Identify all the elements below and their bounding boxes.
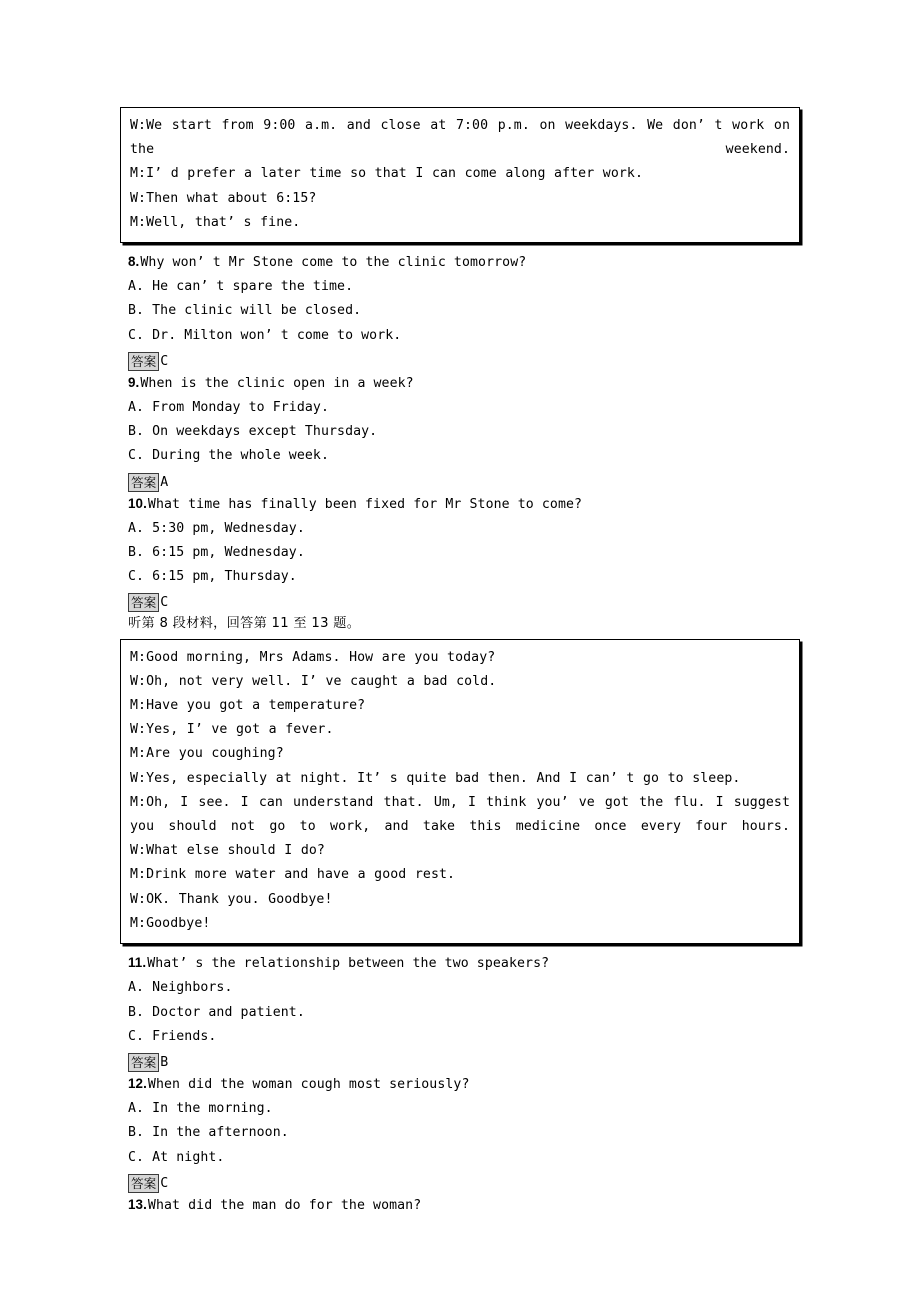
question-stem [120,371,800,396]
question-number: 9. [128,374,140,390]
question-option[interactable]: B. In the afternoon. [128,1125,289,1141]
answer-value: B [160,1054,169,1070]
question-option[interactable]: A. In the morning. [128,1101,273,1117]
answer-value: C [160,595,169,611]
question-number: 12. [128,1075,147,1091]
dialogue-line: M:Have you got a temperature? [130,698,366,714]
page-content [120,107,800,1218]
question-option[interactable]: A. From Monday to Friday. [128,400,329,416]
answer-badge: 答案 [128,473,159,492]
answer-row [120,348,800,371]
answer-row [120,1170,800,1193]
question-option[interactable]: B. Doctor and patient. [128,1004,305,1020]
answer-row [120,1049,800,1072]
question-number: 11. [128,955,147,971]
dialogue-line: M:Well, that’ s fine. [130,214,301,230]
question-option[interactable]: C. Friends. [128,1028,217,1044]
question-option[interactable]: C. During the whole week. [128,448,329,464]
question-number: 13. [128,1196,147,1212]
question-number: 8. [128,254,140,270]
question-option[interactable]: A. He can’ t spare the time. [128,279,354,295]
question-option[interactable]: C. Dr. Milton won’ t come to work. [128,327,402,343]
question-text: When did the woman cough most seriously? [147,1076,470,1092]
dialogue-line: M:Good morning, Mrs Adams. How are you today? [130,649,496,665]
question-block [120,492,800,613]
question-option[interactable]: C. 6:15 pm, Thursday. [128,569,297,585]
dialogue-line: M:Oh, I see. I can understand that. Um, I think you’ ve got the flu. I suggest you should not go to work, and take this medicine once every four hours. [130,794,790,835]
dialogue-line: W:Yes, especially at night. It’ s quite bad then. And I can’ t go to sleep. [130,770,741,786]
question-text: Why won’ t Mr Stone come to the clinic tomorrow? [140,255,527,271]
question-text: When is the clinic open in a week? [140,375,414,391]
question-stem [120,1072,800,1097]
listening-direction-line: 听第 8 段材料，回答第 11 至 13 题。 [128,616,361,632]
dialogue-box-8 [120,639,800,944]
answer-row [120,469,800,492]
question-stem [120,1193,800,1218]
dialogue-line: W:Yes, I’ ve got a fever. [130,722,334,738]
answer-badge: 答案 [128,352,159,371]
dialogue-line: M:Are you coughing? [130,746,284,762]
question-text: What time has finally been fixed for Mr Stone to come? [147,496,583,512]
question-block [120,250,800,371]
answer-badge: 答案 [128,1174,159,1193]
dialogue-line: M:Drink more water and have a good rest. [130,867,456,883]
question-block [120,951,800,1072]
question-text: What’ s the relationship between the two speakers? [147,956,550,972]
question-option[interactable]: A. Neighbors. [128,980,233,996]
dialogue-line: W:What else should I do? [130,843,325,859]
answer-value: A [160,474,169,490]
question-block [120,1193,800,1218]
question-number: 10. [128,495,147,511]
question-option[interactable]: B. The clinic will be closed. [128,303,362,319]
question-block [120,371,800,492]
question-option[interactable]: B. 6:15 pm, Wednesday. [128,545,305,561]
question-text: What did the man do for the woman? [147,1197,422,1213]
answer-row [120,589,800,612]
dialogue-line: M:Goodbye! [130,915,211,931]
question-option[interactable]: A. 5:30 pm, Wednesday. [128,520,305,536]
dialogue-line: W:Oh, not very well. I’ ve caught a bad cold. [130,673,497,689]
dialogue-line: W:We start from 9:00 a.m. and close at 7:00 p.m. on weekdays. We don’ t work on the weekend. [130,118,790,158]
question-stem [120,951,800,976]
answer-value: C [160,353,169,369]
answer-badge: 答案 [128,593,159,612]
question-stem [120,492,800,517]
dialogue-line: M:I’ d prefer a later time so that I can come along after work. [130,166,643,182]
answer-badge: 答案 [128,1053,159,1072]
dialogue-line: W:Then what about 6:15? [130,190,317,206]
question-block [120,1072,800,1193]
question-option[interactable]: C. At night. [128,1149,225,1165]
question-stem [120,250,800,275]
question-option[interactable]: B. On weekdays except Thursday. [128,424,378,440]
dialogue-box-7 [120,107,800,243]
dialogue-line: W:OK. Thank you. Goodbye! [130,891,333,907]
answer-value: C [160,1175,169,1191]
